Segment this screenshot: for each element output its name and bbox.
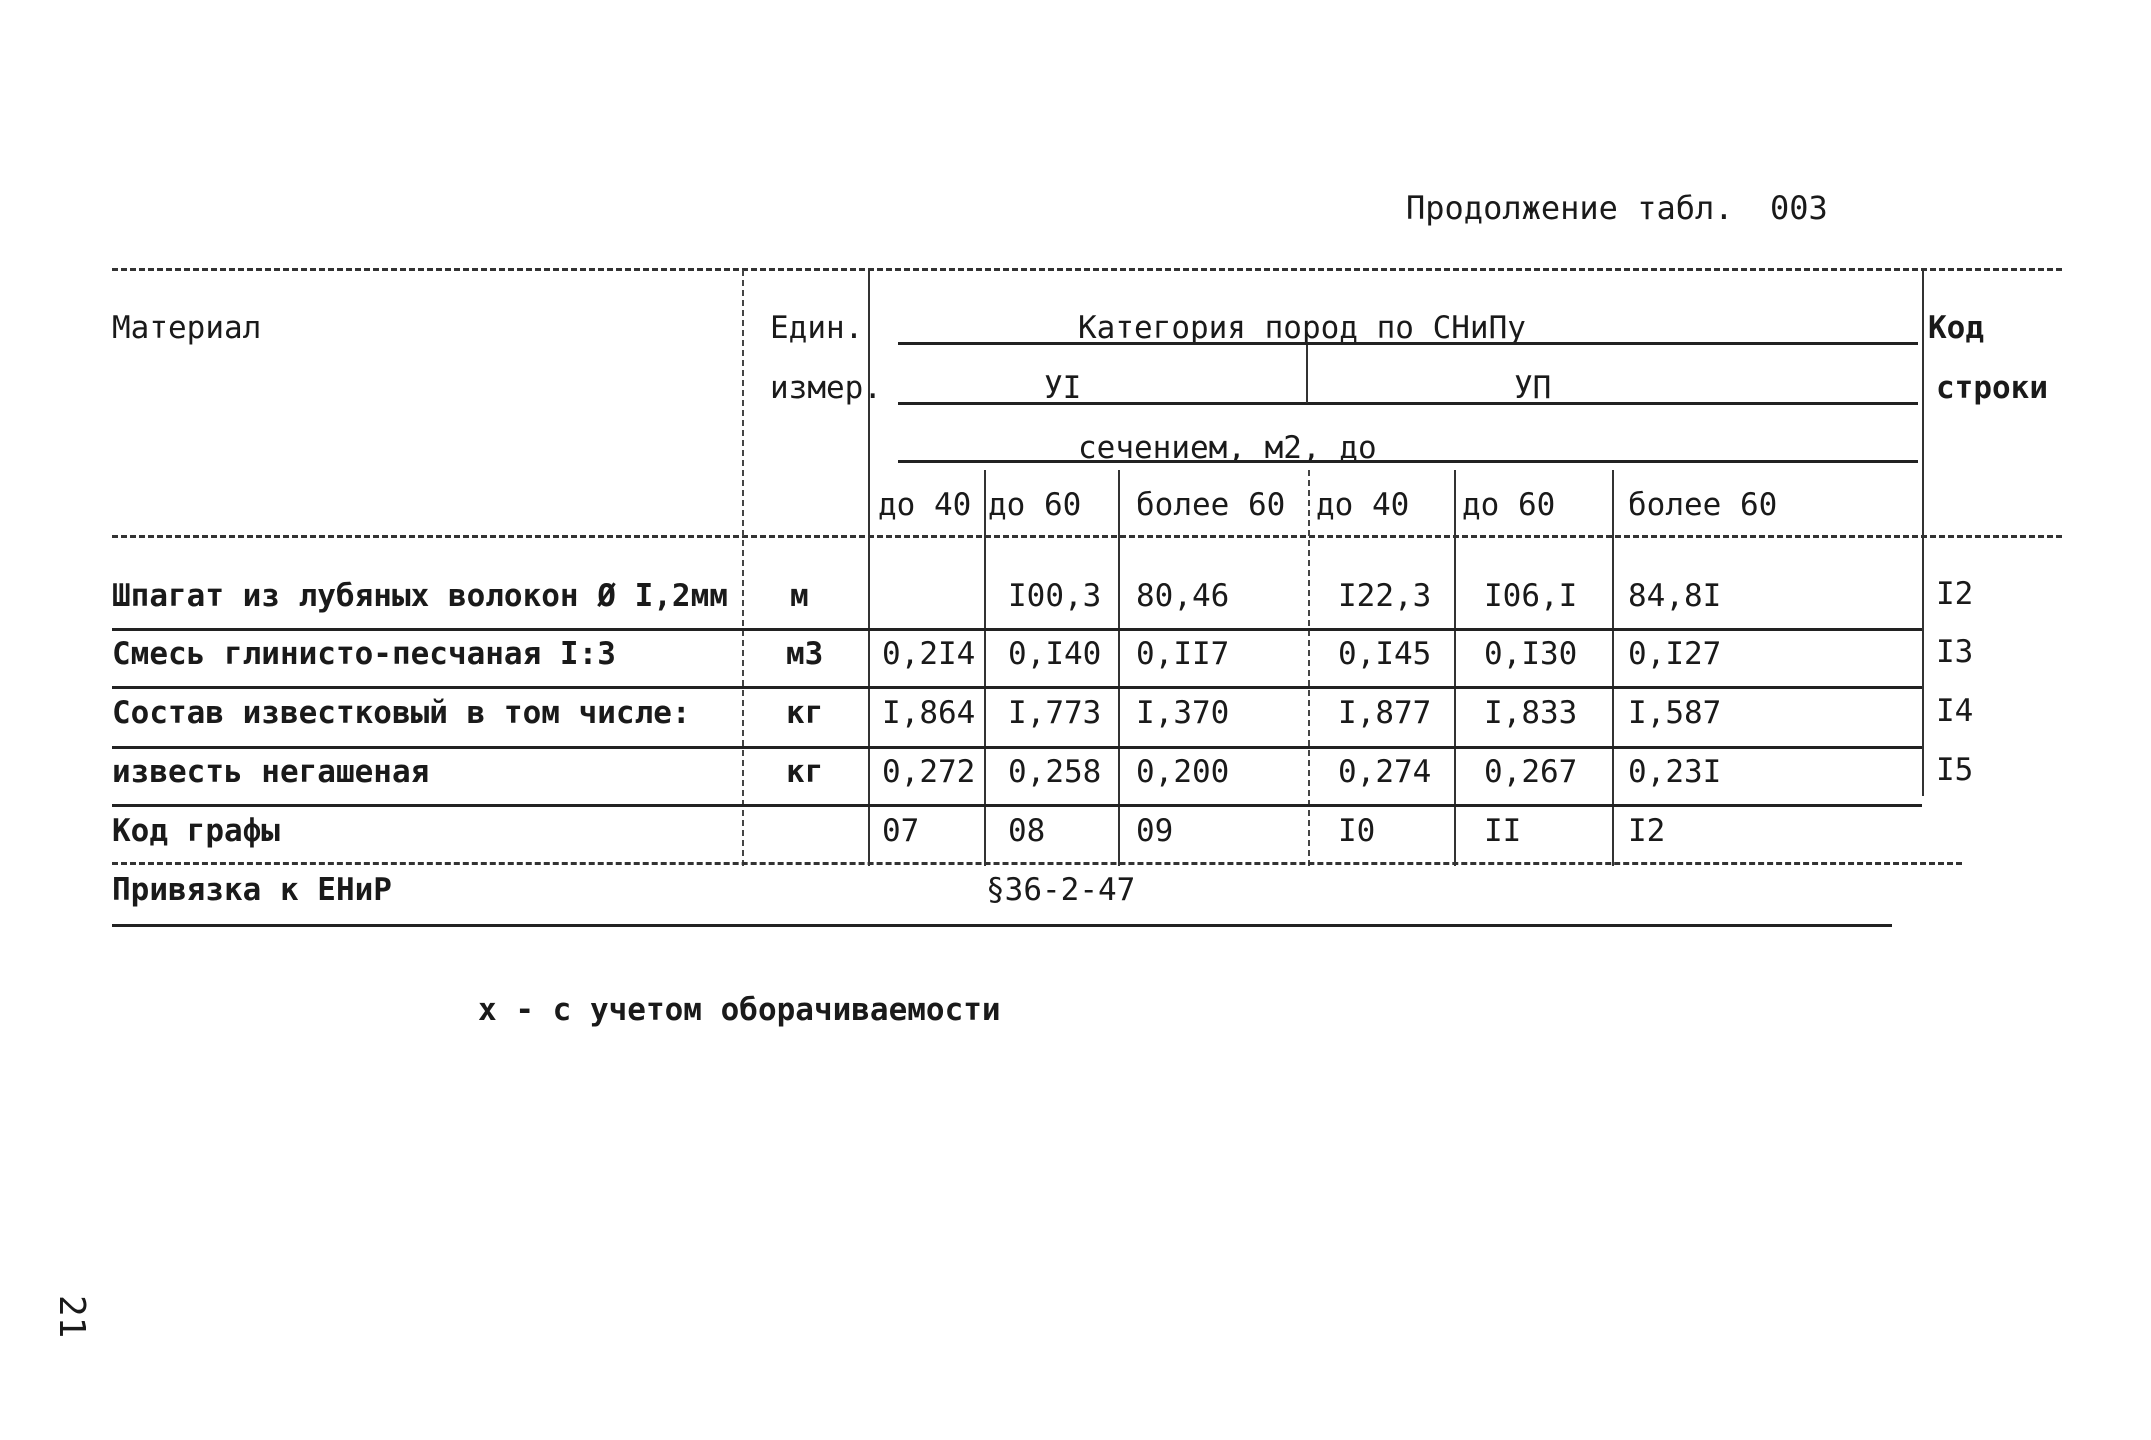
row-material: Состав известковый в том числе: bbox=[112, 695, 691, 731]
col-header-3: более 60 bbox=[1136, 487, 1286, 523]
header-code-line1: Код bbox=[1928, 310, 1984, 346]
column-code-value: 08 bbox=[1008, 813, 1046, 849]
row-material: Шпагат из лубяных волокон Ø I,2мм bbox=[112, 578, 728, 614]
row-unit: кг bbox=[786, 754, 824, 790]
column-code-value: 09 bbox=[1136, 813, 1174, 849]
header-group-vi: УI bbox=[1044, 370, 1082, 406]
header-group-vii: УП bbox=[1514, 370, 1552, 406]
col-divider-material bbox=[742, 270, 744, 866]
row-material: известь негашеная bbox=[112, 754, 430, 790]
row-value: I,864 bbox=[882, 695, 976, 731]
page-number: 21 bbox=[51, 1295, 92, 1339]
row-value: I06,I bbox=[1484, 578, 1578, 614]
row-unit: м3 bbox=[786, 636, 824, 672]
col-header-1: до 40 bbox=[878, 487, 972, 523]
row-code: I4 bbox=[1936, 693, 1974, 729]
row-separator bbox=[112, 746, 1922, 749]
row-unit: м bbox=[790, 578, 809, 614]
continuation-label: Продолжение табл. bbox=[1406, 189, 1734, 227]
column-code-value: II bbox=[1484, 813, 1522, 849]
col-divider-code bbox=[1922, 270, 1924, 796]
row-value: I,587 bbox=[1628, 695, 1722, 731]
row-value: 0,272 bbox=[882, 754, 976, 790]
table-top-border bbox=[112, 268, 2062, 271]
row-value: I22,3 bbox=[1338, 578, 1432, 614]
row-value: 0,I40 bbox=[1008, 636, 1102, 672]
header-bottom-border bbox=[112, 535, 2062, 538]
header-unit-line1: Един. bbox=[770, 310, 864, 346]
row-value: 0,I30 bbox=[1484, 636, 1578, 672]
header-unit-line2: измер. bbox=[770, 370, 882, 406]
row-separator bbox=[112, 804, 1922, 807]
row-value: 0,200 bbox=[1136, 754, 1230, 790]
row-value: 0,2I4 bbox=[882, 636, 976, 672]
group-divider bbox=[1306, 345, 1308, 403]
column-code-value: I2 bbox=[1628, 813, 1666, 849]
header-category: Категория пород по СНиПу bbox=[1078, 310, 1526, 346]
row-value: 0,I45 bbox=[1338, 636, 1432, 672]
col-header-2: до 60 bbox=[988, 487, 1082, 523]
col-header-5: до 60 bbox=[1462, 487, 1556, 523]
row-separator bbox=[112, 628, 1922, 631]
row-value: 0,II7 bbox=[1136, 636, 1230, 672]
row-value: 84,8I bbox=[1628, 578, 1722, 614]
col-divider-unit bbox=[868, 270, 870, 866]
row-value: I,773 bbox=[1008, 695, 1102, 731]
table-number: 003 bbox=[1770, 189, 1828, 227]
category-underline bbox=[898, 342, 1918, 345]
header-section: сечением, м2, до bbox=[1078, 430, 1377, 466]
group-underline bbox=[898, 402, 1918, 405]
col-header-4: до 40 bbox=[1316, 487, 1410, 523]
row-value: I,833 bbox=[1484, 695, 1578, 731]
row-code: I2 bbox=[1936, 576, 1974, 612]
row-unit: кг bbox=[786, 695, 824, 731]
header-material: Материал bbox=[112, 310, 262, 346]
row-value: I00,3 bbox=[1008, 578, 1102, 614]
column-code-value: I0 bbox=[1338, 813, 1376, 849]
row-value: 0,274 bbox=[1338, 754, 1432, 790]
row-value: I,370 bbox=[1136, 695, 1230, 731]
row-value: 0,258 bbox=[1008, 754, 1102, 790]
row-code: I5 bbox=[1936, 752, 1974, 788]
column-code-label: Код графы bbox=[112, 813, 280, 849]
row-material: Смесь глинисто-песчаная I:3 bbox=[112, 636, 616, 672]
row-separator bbox=[112, 686, 1922, 689]
col-header-6: более 60 bbox=[1628, 487, 1778, 523]
footnote: х - с учетом оборачиваемости bbox=[478, 992, 1001, 1028]
enir-value: §36-2-47 bbox=[986, 872, 1136, 908]
row-value: 0,I27 bbox=[1628, 636, 1722, 672]
row-value: 0,267 bbox=[1484, 754, 1578, 790]
row-value: 0,23I bbox=[1628, 754, 1722, 790]
section-underline bbox=[898, 460, 1918, 463]
row-value: 80,46 bbox=[1136, 578, 1230, 614]
row-code: I3 bbox=[1936, 634, 1974, 670]
header-code-line2: строки bbox=[1936, 370, 2048, 406]
row-separator bbox=[112, 862, 1962, 865]
enir-label: Привязка к ЕНиР bbox=[112, 872, 392, 908]
column-code-value: 07 bbox=[882, 813, 920, 849]
row-value: I,877 bbox=[1338, 695, 1432, 731]
table-bottom-border bbox=[112, 924, 1892, 927]
